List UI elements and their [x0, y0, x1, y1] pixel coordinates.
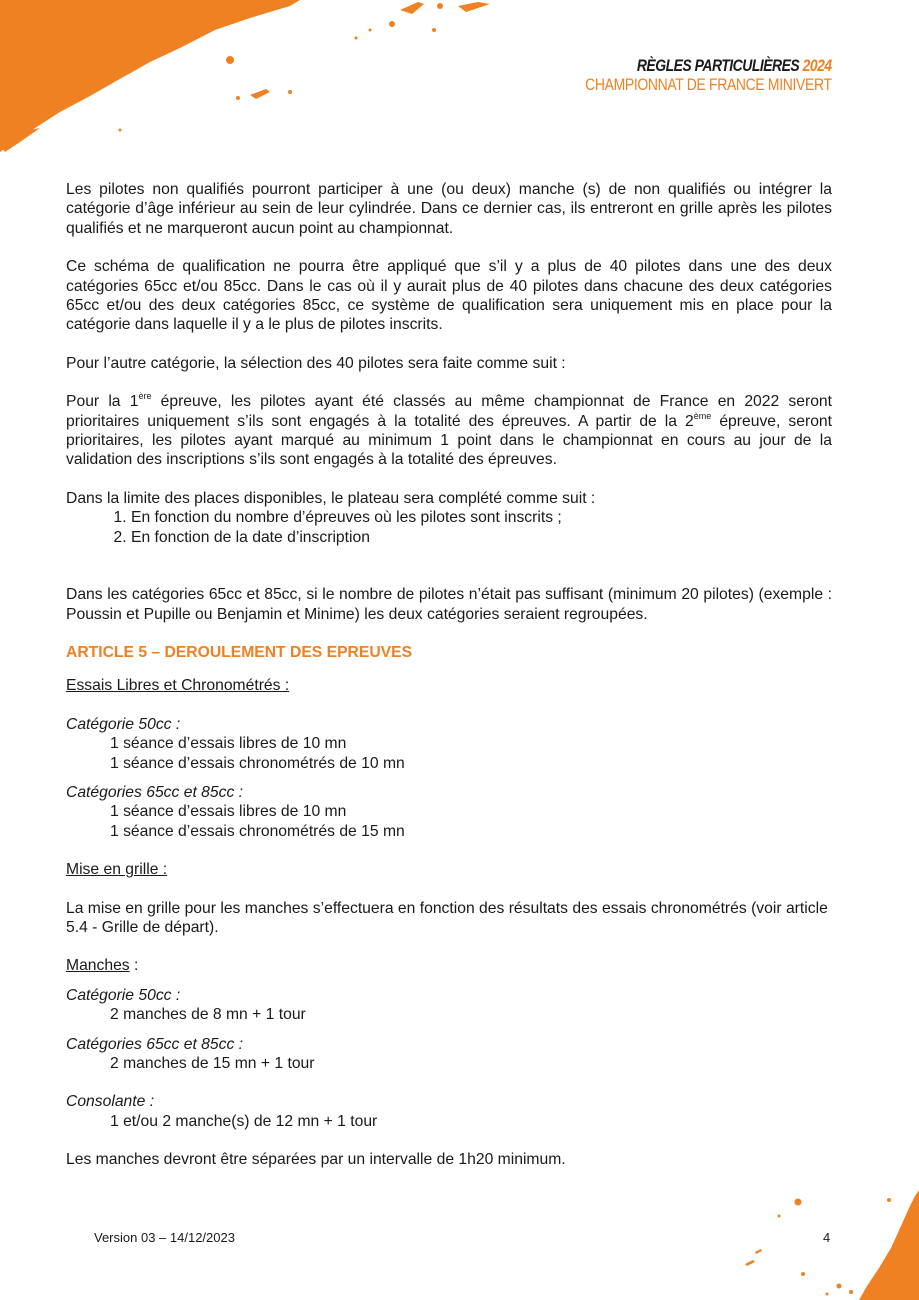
paragraph-interval: Les manches devront être séparées par un intervalle de 1h20 minimum.	[66, 1151, 566, 1169]
paint-splash-top-left	[0, 0, 500, 170]
paint-splash-bottom-right	[739, 1190, 919, 1300]
paragraph-merge-categories: Dans les catégories 65cc et 85cc, si le nombre de pilotes n’était pas suffisant (minimum 20 pilotes) (exemple : Poussin et Pupille ou Benjamin et Minime) les deux catégories seraient regroupées.	[66, 586, 832, 623]
priority-sup-2: ème	[693, 410, 712, 421]
essais-cat6585-line: 1 séance d’essais libres de 10 mn	[110, 803, 347, 821]
document-body	[66, 180, 832, 1170]
consolante-line: 1 et/ou 2 manche(s) de 12 mn + 1 tour	[110, 1112, 378, 1130]
priority-text-b: épreuve, les pilotes ayant été classés au même championnat de France en 2022 seront prioritaires uniquement s’ils sont engagés à la totalité des épreuves. A partir de la 2	[66, 393, 832, 430]
manches-colon: :	[129, 957, 139, 975]
list-item: 2. En fonction de la date d’inscription	[131, 528, 832, 547]
paragraph-non-qualified: Les pilotes non qualifiés pourront participer à une (ou deux) manche (s) de non qualifiés ou intégrer la catégorie d’âge inférieur au sein de leur cylindrée. Dans ce dernier cas, ils entreront en grille après les pilotes qualifiés et ne marqueront aucun point au championnat.	[66, 181, 832, 237]
list-item: 1. En fonction du nombre d’épreuves où les pilotes sont inscrits ;	[131, 508, 832, 527]
manches-cat50-line: 2 manches de 8 mn + 1 tour	[110, 1006, 306, 1024]
completion-list	[66, 508, 832, 547]
essais-cat6585-label: Catégories 65cc et 85cc :	[66, 783, 244, 801]
article-5-title: ARTICLE 5 – DEROULEMENT DES EPREUVES	[66, 643, 413, 661]
manches-cat6585-label: Catégories 65cc et 85cc :	[66, 1035, 244, 1053]
manches-cat50-label: Catégorie 50cc :	[66, 986, 181, 1004]
essais-cat50-line: 1 séance d’essais libres de 10 mn	[110, 735, 347, 753]
priority-text-c: épreuve, seront prioritaires, les pilotes ayant marqué au minimum 1 point dans le championnat en cours au jour de la validation des inscriptions s’ils sont engagés à la totalité des épreuves.	[66, 412, 832, 469]
priority-text-a: Pour la 1	[66, 393, 139, 411]
header-title-year: 2024	[802, 56, 832, 75]
manches-heading: Manches	[66, 957, 130, 975]
footer-version: Version 03 – 14/12/2023	[94, 1230, 235, 1245]
page-number: 4	[823, 1230, 831, 1245]
essais-cat50-label: Catégorie 50cc :	[66, 715, 181, 733]
grille-text: La mise en grille pour les manches s’effectuera en fonction des résultats des essais chronométrés (voir article 5.4 - Grille de départ).	[66, 899, 828, 936]
header-title	[585, 56, 832, 75]
manches-cat6585-line: 2 manches de 15 mn + 1 tour	[110, 1055, 315, 1072]
consolante-label: Consolante :	[66, 1093, 155, 1111]
grille-heading: Mise en grille :	[66, 861, 168, 879]
essais-heading: Essais Libres et Chronométrés :	[66, 677, 290, 695]
document-header	[531, 56, 832, 94]
header-subtitle: CHAMPIONNAT DE FRANCE MINIVERT	[585, 75, 832, 95]
essais-cat50-line: 1 séance d’essais chronométrés de 10 mn	[110, 754, 405, 772]
paragraph-other-category: Pour l’autre catégorie, la sélection des 40 pilotes sera faite comme suit :	[66, 354, 566, 372]
paragraph-priority	[66, 392, 832, 470]
header-title-main: RÈGLES PARTICULIÈRES	[637, 56, 800, 75]
essais-cat6585-line: 1 séance d’essais chronométrés de 15 mn	[110, 822, 405, 840]
priority-sup-1: ère	[138, 391, 152, 402]
paragraph-qualification-scheme: Ce schéma de qualification ne pourra être appliqué que s’il y a plus de 40 pilotes dans une des deux catégories 65cc et/ou 85cc. Dans le cas où il y aurait plus de 40 pilotes dans chacune des deux catégories 65cc et/ou des deux catégories 85cc, ce système de qualification sera uniquement mis en place pour la catégorie dans laquelle il y a le plus de pilotes inscrits.	[66, 258, 832, 334]
paragraph-available-places: Dans la limite des places disponibles, le plateau sera complété comme suit :	[66, 489, 596, 507]
